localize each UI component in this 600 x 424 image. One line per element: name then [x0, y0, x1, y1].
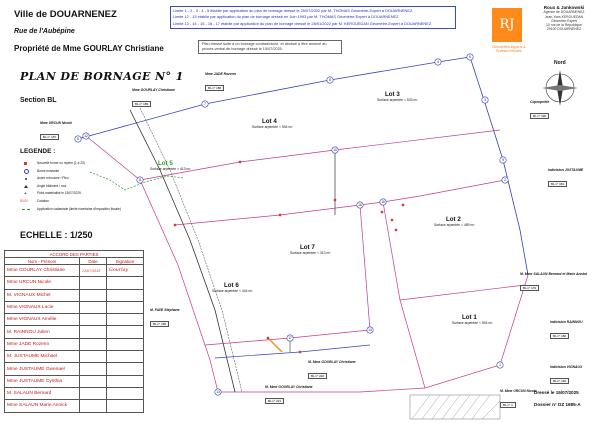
parcel-ref: BL n° 1 — [500, 402, 516, 408]
boundary-marker-number: 5 — [469, 55, 471, 60]
firm-name: Roux & Jankowski — [543, 5, 585, 10]
neighbor-name: Indivision VIGNAUX — [550, 365, 583, 369]
limite-line: Limite 12 - 13 établie par application du plan de bornage dressé en Juin 1993 par M. THOMAS Géomètre-Expert à DOUARNENEZ — [173, 14, 399, 20]
lot-line — [138, 130, 500, 183]
lot-7 — [290, 244, 331, 255]
accord-name-cell: M. RAINNOU Julien — [5, 326, 80, 338]
parcel-ref: BL n° 181 — [548, 181, 567, 187]
new-marker-icon — [395, 229, 397, 231]
lot-line — [383, 202, 425, 388]
drawn-date: Dressé le 15/07/2025 — [534, 390, 579, 395]
lot-label: Lot 3 — [385, 91, 400, 98]
legend-label: Ancre retrouvée / Pieu — [37, 176, 69, 181]
neighbor-name: Indivision JUSTAUME — [548, 168, 584, 172]
limite-line: Limite 1 - 2 - 3 - 4 - 5 établie par application du plan de bornage dressé le 25/07/2002 par M. THOMAS Géomètre-Expert à DOUARNENEZ — [173, 8, 413, 13]
boundary-marker-number: 2 — [504, 178, 506, 183]
legend-label: Borne existante — [37, 168, 60, 173]
boundary-marker-number: 13 — [216, 390, 220, 395]
section-label: Section BL — [20, 97, 57, 104]
accord-name-cell: Mme JUSTAUME Gwenael — [5, 363, 80, 375]
dossier-number: Dossier n° DZ 1685-A — [534, 402, 581, 407]
parcel-ref: BL n° 179 — [520, 285, 539, 291]
neighbor-tag — [530, 100, 549, 122]
firm-logo: RJ — [492, 8, 522, 42]
boundary-marker-number: 14 — [368, 328, 372, 333]
lot-3 — [377, 91, 418, 102]
limite-line: Limite 13 - 14 - 15 - 16 - 17 établie par application du plan de bornage dressé le 28/01/2022 par M. KEROUEDAN Géomètre-Expert à DOUARNENEZ — [173, 20, 432, 26]
neighbor-tag — [205, 72, 236, 94]
scale-label: ECHELLE : 1/250 — [20, 230, 93, 240]
accord-name-cell: Mme VIGNAUX Amélie — [5, 314, 80, 326]
lot-label: Lot 6 — [224, 282, 239, 289]
accord-name-cell: Mme VIGNAUX Lucie — [5, 301, 80, 313]
lot-label: Lot 4 — [262, 118, 277, 125]
limite-line-blue — [470, 57, 528, 275]
plus-symbol-icon: + — [24, 190, 27, 197]
new-marker-icon — [299, 351, 301, 353]
neighbor-tag — [550, 365, 582, 387]
firm-line: 29100 DOUARNENEZ — [546, 27, 582, 32]
boundary-marker-number: 3 — [484, 98, 486, 103]
accord-header-signature: Signature — [107, 258, 144, 265]
accord-date-cell: 23/07/2025 — [80, 265, 107, 277]
lot-area: Surface arpentée = 489 m² — [434, 223, 475, 227]
boundary-marker-number: 16 — [358, 203, 362, 208]
boundary-marker-number: 6 — [77, 137, 79, 142]
lot-5 — [150, 160, 191, 171]
lot-area: Surface arpentée = 594 m² — [252, 125, 293, 129]
lot-label: Lot 2 — [446, 216, 461, 223]
neighbor-name: Indivision RAINNOU — [550, 320, 583, 324]
neighbor-tag — [550, 320, 583, 342]
boundary-marker-number: 17 — [288, 336, 292, 341]
boundary-marker-number: 8 — [329, 78, 331, 83]
lot-line-limite — [215, 345, 370, 358]
new-marker-icon — [334, 199, 336, 201]
firm-line: 10 rue de la République — [545, 23, 582, 28]
accord-name-cell: Mme URCUN Nicole — [5, 277, 80, 289]
accord-title: ACCORD DES PARTIES — [5, 251, 144, 258]
owner-title: Propriété de Mme GOURLAY Christiane — [14, 44, 164, 53]
new-marker-icon — [402, 204, 404, 206]
firm-line: Géomètre-Expert — [550, 18, 577, 23]
plan-title: PLAN DE BORNAGE N° 1 — [20, 70, 184, 83]
parcel-ref: BL n° 180 — [550, 333, 569, 339]
lot-label: Lot 7 — [300, 244, 315, 251]
new-marker-icon — [174, 224, 176, 226]
legend-label: Application cadastrale (limite incertaine d'imposition fiscale) — [37, 206, 121, 211]
parcel-ref: BL n° 189 — [132, 101, 151, 107]
road-edge — [140, 108, 242, 395]
lot-line — [400, 285, 525, 300]
perimeter-line — [78, 136, 220, 395]
boundary-marker-number: 4 — [437, 60, 439, 65]
neighbor-name: Mme URCUN Nicole — [40, 121, 73, 125]
legend-title: LEGENDE : — [20, 148, 56, 155]
neighbor-name: Mme GOURLAY Christiane — [132, 88, 175, 92]
accord-name-cell: Mme GOURLAY Christiane — [5, 265, 80, 277]
lot-area: Surface arpentée = 313 m² — [290, 251, 331, 255]
neighbor-name: M. FAVE Stéphane — [150, 308, 180, 312]
lot-area: Surface arpentée = 413 m² — [150, 167, 191, 171]
accord-name-cell: Mme JADE Rozenn — [5, 338, 80, 350]
firm-logo-caption: Géomètres-experts & Bureau d'études — [492, 45, 526, 54]
legend-label: Angle bâtiment / mur — [37, 183, 67, 188]
parcel-ref: BL n° 221 — [265, 398, 284, 404]
parcel-ref: BL n° 187 — [40, 134, 59, 140]
parcel-ref: BL n° 199 — [530, 113, 549, 119]
hatched-area — [410, 395, 500, 419]
neighbor-name: Copropriété — [530, 100, 550, 104]
accord-name-cell: Mme JUSTAUME Cynthia — [5, 375, 80, 387]
boundary-marker-number: 9 — [502, 158, 504, 163]
new-marker-icon — [391, 219, 393, 221]
accord-name-cell: M. VIGNAUX Michel — [5, 289, 80, 301]
legend-label: Point matérialisé le 15/07/2025 — [37, 191, 81, 196]
accord-header-date: Date — [80, 258, 107, 265]
neighbor-tag — [265, 385, 313, 407]
orange-segment — [268, 338, 282, 352]
lot-1 — [452, 314, 493, 325]
neighbor-name: M. Mme URCUN Nicole — [500, 389, 537, 393]
accord-signature-cell: Gourlay — [107, 265, 144, 277]
legend-label: Cotation — [37, 198, 49, 203]
lot-6 — [212, 282, 253, 293]
accord-name-cell: M. JUSTAUME Michael — [5, 351, 80, 363]
accord-header-name: Nom - Prénom — [5, 258, 80, 265]
accord-name-cell: Mme SALAUN Marie Annick — [5, 400, 80, 412]
neighbor-name: M. Mme SALAUN Bernard et Marie Annick — [520, 272, 588, 276]
parcel-ref: BL n° 185 — [150, 321, 169, 327]
boundary-marker-number: 12 — [84, 134, 88, 139]
new-marker-icon — [267, 337, 269, 339]
perimeter-line — [216, 275, 528, 395]
road-edge — [130, 110, 235, 395]
neighbor-tag — [40, 121, 72, 143]
boundary-marker-number: 11 — [138, 178, 142, 183]
street-name: Rue de l'Aubépine — [14, 28, 75, 35]
boundary-marker-number: 15 — [381, 200, 385, 205]
legend-label: Nouvelle borne ou repère (1 à 23) — [37, 161, 85, 165]
new-marker-icon — [381, 211, 383, 213]
lot-line — [360, 205, 372, 333]
neighbor-tag — [500, 389, 537, 411]
neighbor-tag — [548, 168, 583, 190]
neighbor-tag — [308, 360, 356, 382]
boundary-marker-number: 7 — [204, 102, 206, 107]
lot-area: Surface arpentée = 444 m² — [212, 289, 253, 293]
neighbor-tag — [520, 272, 587, 294]
new-marker-icon — [239, 161, 241, 163]
lot-area: Surface arpentée = 533 m² — [377, 98, 418, 102]
neighbor-tag — [132, 88, 175, 110]
accord-name-cell: M. SALAUN Bernard — [5, 387, 80, 399]
neighbor-name: M. Mme GOURLAY Christiane — [308, 360, 356, 364]
bornage-note: Plan dressé suite à un bornage contradictoire, et destiné à être annexé au procès-verbal de bornage dressé le 15/07/2025 — [198, 40, 342, 54]
new-marker-icon — [279, 214, 281, 216]
firm-line: Jean-Yves KEROUEDAN — [544, 14, 584, 19]
parcel-ref: BL n° 222 — [308, 373, 327, 379]
lot-4 — [252, 118, 293, 129]
cot-symbol-icon: 50.00 — [20, 199, 28, 204]
lot-label: Lot 1 — [462, 314, 477, 321]
parcel-ref: BL n° 192 — [550, 378, 569, 384]
neighbor-name: M. Mme GOURLAY Christiane — [265, 385, 313, 389]
lot-2 — [434, 216, 475, 227]
boundary-marker-number: 1 — [499, 363, 501, 368]
city-title: Ville de DOUARNENEZ — [14, 9, 117, 20]
lot-area: Surface arpentée = 504 m² — [452, 321, 493, 325]
firm-line: Agence de DOUARNENEZ — [543, 10, 585, 15]
neighbor-name: Mme JADE Rozenn — [205, 72, 236, 76]
lot-label: Lot 5 — [158, 160, 173, 167]
boundary-marker-number: 10 — [333, 148, 337, 153]
compass-north-label: Nord — [554, 60, 566, 66]
parcel-ref: BL n° 188 — [205, 85, 224, 91]
neighbor-tag — [150, 308, 180, 330]
